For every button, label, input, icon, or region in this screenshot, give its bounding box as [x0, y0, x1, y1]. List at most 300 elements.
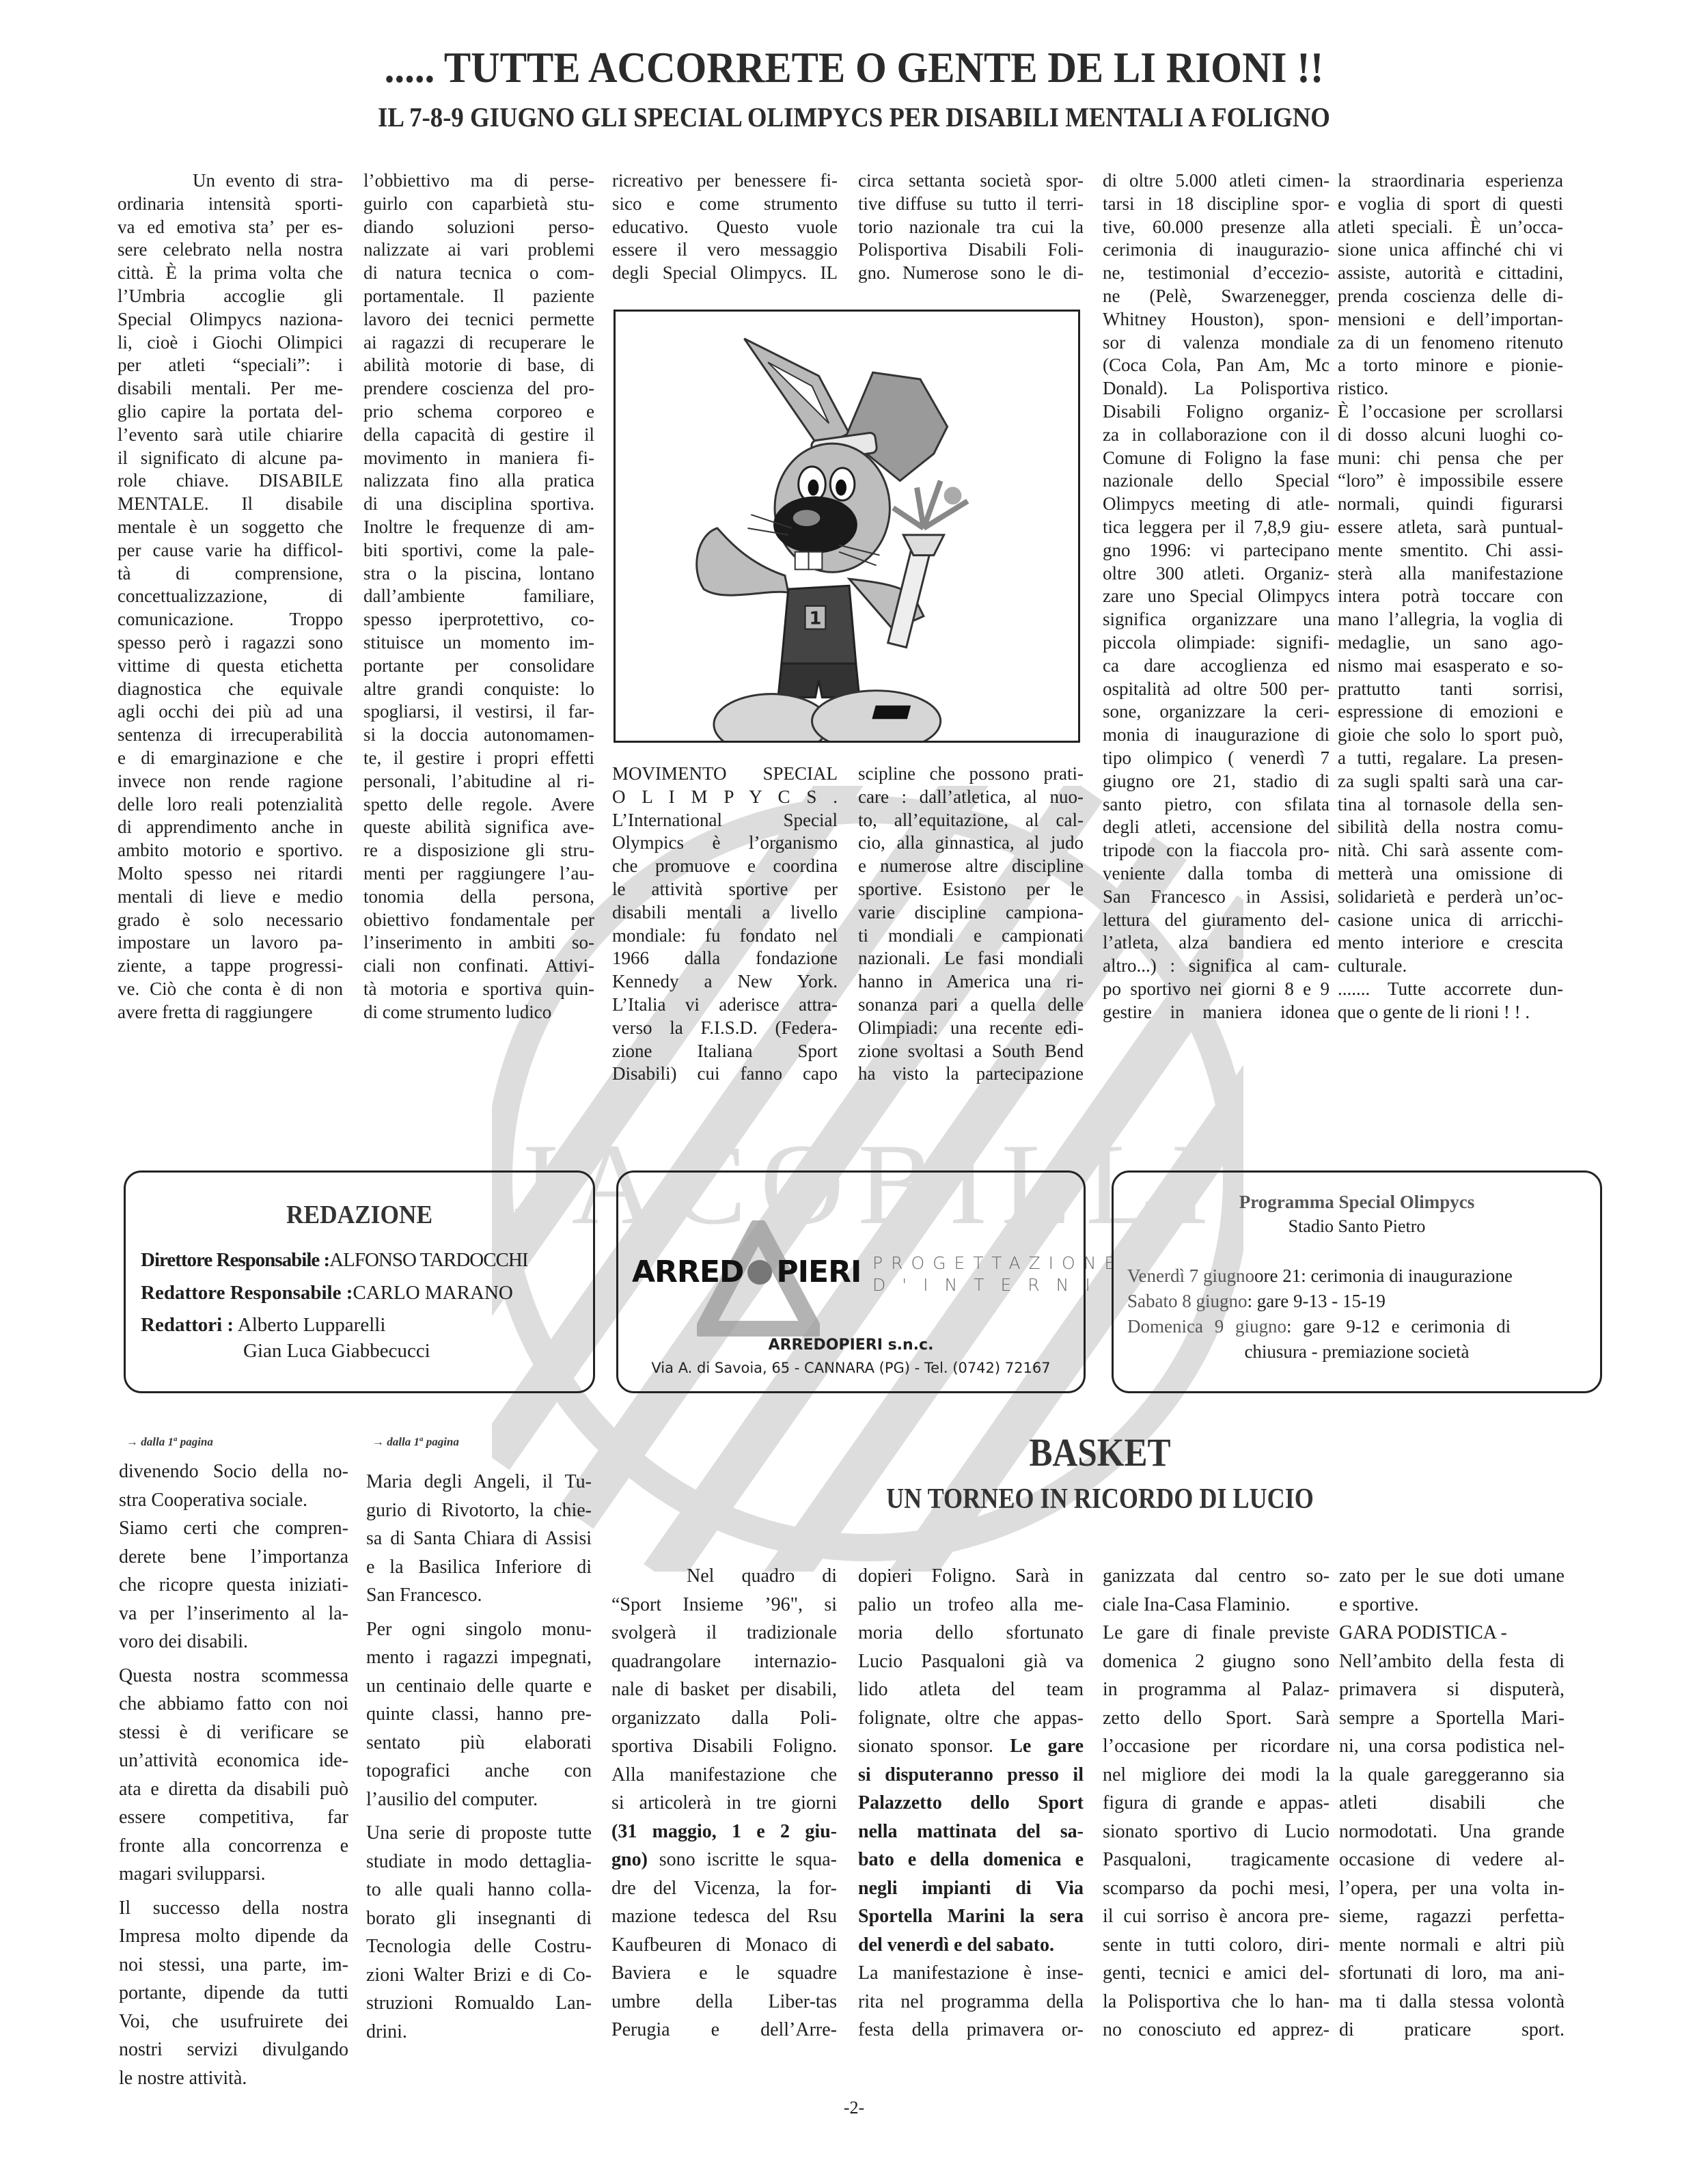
programma-item-1	[1127, 1265, 1513, 1287]
text-line: essere atleta, sarà puntual-	[1338, 516, 1563, 537]
text-line: disabili mentali a livello	[612, 901, 838, 922]
text-run: quadrangolare internazio-	[611, 1650, 837, 1672]
text-run: gno)	[611, 1849, 648, 1870]
text-line: l’occasione per ricordare	[1103, 1736, 1330, 1757]
text-line: nostri servizi divulgando	[119, 2039, 348, 2060]
text-line: veniente dalla tomba di	[1103, 862, 1330, 884]
text-line: nismo mai esasperato e so-	[1338, 655, 1563, 676]
programma-item-2	[1127, 1291, 1386, 1312]
text-line	[858, 1846, 1084, 1874]
text-run: umbre della Liber-tas	[611, 1990, 837, 2012]
text-line: essere competitiva, far	[119, 1807, 348, 1828]
jersey-number: 1	[809, 608, 822, 629]
text-line: sfortunati di loro, ma ani-	[1339, 1962, 1565, 1984]
text-line: Olimpycs meeting di atle-	[1103, 493, 1330, 515]
text-line: il significato di alcune pa-	[118, 447, 343, 468]
text-line: degli atleti, accensione del	[1103, 817, 1330, 838]
text-line: sonanza pari a quella delle	[858, 994, 1084, 1015]
text-line: spetto delle regole. Avere	[363, 793, 594, 814]
text-line: sione unica affinché chi vi	[1338, 239, 1563, 260]
paragraph-gap	[366, 1610, 592, 1615]
text-line: ambito motorio e sportivo.	[118, 840, 343, 861]
text-line: ospitalità ad oltre 500 per-	[1103, 678, 1330, 699]
text-line	[611, 1675, 837, 1704]
text-run: si articolerà in tre giorni	[611, 1792, 837, 1813]
text-line: nalizzata fino alla pratica	[363, 470, 594, 491]
continued-column-2	[366, 1468, 592, 2046]
text-line	[611, 1732, 837, 1761]
text-line: borato gli insegnanti di	[366, 1907, 592, 1929]
text-line: impostare un lavoro pa-	[118, 932, 343, 953]
text-line: di una disciplina sportiva.	[363, 493, 594, 515]
text-line: Il successo della nostra	[119, 1897, 348, 1919]
main-subheadline: IL 7-8-9 GIUGNO GLI SPECIAL OLIMPYCS PER DISABILI MENTALI A FOLIGNO	[378, 102, 1330, 133]
text-line: ve. Ciò che conta è di non	[118, 978, 343, 999]
text-line: za in collaborazione con il	[1103, 424, 1330, 445]
text-line: movimento in maniera fi-	[363, 447, 594, 468]
text-line	[611, 1874, 837, 1903]
text-line: va per l’inserimento al la-	[119, 1602, 348, 1624]
rabbit-mascot-illustration	[616, 312, 1078, 741]
paragraph-gap	[366, 1813, 592, 1819]
text-line: prendere coscienza del pro-	[363, 378, 594, 399]
text-line: per cause varie ha difficol-	[118, 539, 343, 560]
article-column-3-top	[612, 169, 838, 285]
text-line: città. È la prima volta che	[118, 262, 343, 284]
text-line	[611, 1761, 837, 1790]
text-line: casione unica di arricchi-	[1338, 909, 1563, 930]
text-line: te, il gestire i propri effetti	[363, 747, 594, 768]
text-line: tive diffuse su tutto il terri-	[858, 193, 1084, 214]
logo-text-left: ARRED	[632, 1255, 744, 1289]
text-line	[858, 1732, 1084, 1761]
article-column-4-top	[858, 169, 1084, 285]
text-run: Kaufbeuren di Monaco di	[611, 1934, 837, 1956]
text-line: Questa nostra scommessa	[119, 1665, 348, 1686]
text-run: sportiva Disabili Foligno.	[611, 1736, 837, 1757]
redattori-extra: Gian Luca Giabbecucci	[243, 1340, 430, 1362]
advert-box	[616, 1170, 1124, 1393]
text-line	[858, 1874, 1084, 1903]
text-line: hanno in America una ri-	[858, 971, 1084, 992]
programma-text-3: : gare 9-12 e cerimonia di	[1286, 1316, 1511, 1337]
text-line: sentenza di irrecuperabilità	[118, 724, 343, 745]
text-line: drini.	[366, 2021, 407, 2042]
text-line: tina al tornasole della sen-	[1338, 793, 1563, 814]
text-line: MENTALE. Il disabile	[118, 493, 343, 515]
text-line: l’inserimento in ambiti so-	[363, 932, 594, 953]
text-line: ni, una corsa podistica nel-	[1339, 1736, 1565, 1757]
text-line: metterà una omissione di	[1338, 862, 1563, 884]
text-line: spesso iperprotettivo, co-	[363, 609, 594, 630]
text-line: mento i ragazzi impegnati,	[366, 1647, 592, 1668]
text-line: scomparso da pochi mesi,	[1103, 1877, 1330, 1899]
text-run: rita nel programma della	[858, 1990, 1084, 2012]
text-line: Tecnologia delle Costru-	[366, 1936, 592, 1957]
text-line: culturale.	[1338, 955, 1407, 976]
text-line	[858, 1675, 1084, 1704]
text-line: ata e diretta da disabili può	[119, 1778, 348, 1800]
text-line: (Coca Cola, Pan Am, Mc	[1103, 355, 1330, 376]
basket-subtitle: UN TORNEO IN RICORDO DI LUCIO	[886, 1483, 1314, 1515]
text-line: derete bene l’importanza	[119, 1546, 348, 1567]
text-line: tive, 60.000 presenze alla	[1103, 216, 1330, 237]
text-line: biti sportivi, come la pale-	[363, 539, 594, 560]
text-line: e di emarginazione e che	[118, 747, 343, 768]
text-line: ne, testimonial d’eccezio-	[1103, 262, 1330, 284]
text-line: dall’ambiente familiare,	[363, 586, 594, 607]
text-run: nale di basket per disabili,	[611, 1679, 837, 1700]
text-line: mentali di lieve e medio	[118, 886, 343, 907]
text-run: dre del Vicenza, la for-	[611, 1877, 837, 1899]
text-run: palio un trofeo alla me-	[858, 1593, 1084, 1615]
text-line: Disabili Foligno organiz-	[1103, 400, 1330, 422]
text-line: li, cioè i Giochi Olimpici	[118, 331, 343, 353]
text-line: personali, l’abitudine al ri-	[363, 770, 594, 791]
text-line: normali, quindi figurarsi	[1338, 493, 1563, 515]
text-line: che promuove e coordina	[612, 855, 838, 877]
text-line: Whitney Houston), spon-	[1103, 308, 1330, 329]
text-line: di dosso alcuni luoghi co-	[1338, 424, 1563, 445]
text-line	[858, 1591, 1084, 1619]
basket-title: BASKET	[1029, 1430, 1171, 1475]
text-line: degli Special Olimpycs. IL	[612, 262, 838, 284]
text-line: portamentale. Il paziente	[363, 285, 594, 306]
text-line: gurio di Rivotorto, la chie-	[366, 1499, 592, 1521]
text-line: L’Italia vi aderisce attra-	[612, 994, 838, 1015]
advert-logo	[632, 1255, 861, 1289]
text-run: sionato sponsor.	[858, 1736, 993, 1757]
continued-kicker-1	[126, 1435, 213, 1449]
paragraph-gap	[119, 1656, 348, 1662]
text-line: 1966 dalla fondazione	[612, 948, 838, 969]
text-line	[858, 1562, 1084, 1591]
text-line: mano l’allegria, la voglia di	[1338, 609, 1563, 630]
text-line: zione Italiana Sport	[612, 1040, 838, 1061]
article-column-1	[118, 169, 343, 1024]
text-line: mento interiore e crescita	[1338, 932, 1563, 953]
direttore-row	[141, 1249, 528, 1272]
text-line: intera potrà toccare con	[1338, 586, 1563, 607]
text-line: to, all’equitazione, al cal-	[858, 809, 1084, 830]
redattori-label: Redattori :	[141, 1314, 234, 1336]
text-line: domenica 2 giugno sono	[1103, 1650, 1330, 1672]
text-line: Pasqualoni, tragicamente	[1103, 1849, 1330, 1870]
redattore-label: Redattore Responsabile :	[141, 1282, 353, 1304]
text-line: spogliarsi, il vestirsi, il far-	[363, 701, 594, 722]
text-line: gestire in maniera idonea	[1103, 1001, 1330, 1022]
text-run: sono iscritte le squa-	[647, 1849, 837, 1870]
kicker-sup: a	[173, 1435, 178, 1443]
text-run: bato e della domenica e	[858, 1849, 1084, 1870]
kicker-tail: pagina	[423, 1435, 459, 1449]
text-run: svolgerà il tradizionale	[611, 1622, 837, 1643]
text-line: GARA PODISTICA -	[1339, 1622, 1507, 1643]
text-line: santo pietro, con sfilata	[1103, 793, 1330, 814]
text-line: portante, dipende da tutti	[119, 1982, 348, 2003]
text-line: disabili mentali. Per me-	[118, 378, 343, 399]
text-line: nazionali. Le fasi mondiali	[858, 948, 1084, 969]
text-line: queste abilità significa ave-	[363, 817, 594, 838]
text-line: za sugli spalti sarà una car-	[1338, 770, 1563, 791]
text-line: lavoro dei tecnici permette	[363, 308, 594, 329]
text-line: che abbiamo fatto con noi	[119, 1693, 348, 1714]
text-run: lido atleta del team	[858, 1679, 1084, 1700]
text-line: Polisportiva Disabili Foli-	[858, 239, 1084, 260]
text-line: primavera si disputerà,	[1339, 1679, 1565, 1700]
text-line: agli occhi dei più ad una	[118, 701, 343, 722]
text-run: Alla manifestazione che	[611, 1764, 837, 1785]
text-line: il cui sorriso è ancora pre-	[1103, 1906, 1330, 1927]
text-line: È l’occasione per scrollarsi	[1338, 400, 1563, 422]
text-line: prenda coscienza delle di-	[1338, 285, 1563, 306]
text-line	[611, 1846, 837, 1874]
text-line: sterà alla manifestazione	[1338, 562, 1563, 584]
text-line	[611, 1619, 837, 1647]
advert-company: ARREDOPIERI s.n.c.	[768, 1337, 934, 1354]
redazione-heading: REDAZIONE	[286, 1201, 433, 1229]
text-line: studiate in modo dettaglia-	[366, 1850, 592, 1872]
text-line: monia di inaugurazione di	[1103, 724, 1330, 745]
text-line: zione svoltasi a South Bend	[858, 1040, 1084, 1061]
text-line: della capacità di gestire il	[363, 424, 594, 445]
continued-column-1	[119, 1457, 348, 2092]
text-line: guirlo con caparbietà stu-	[363, 193, 594, 214]
text-line: l’evento sarà utile chiarire	[118, 424, 343, 445]
text-line: ti mondiali e campionati	[858, 925, 1084, 946]
text-line: stessi è di verificare se	[119, 1721, 348, 1743]
text-line: Le gare di finale previste	[1103, 1622, 1330, 1643]
article-column-5	[1103, 169, 1330, 1024]
text-line	[858, 1789, 1084, 1818]
text-line: mondiale: fu fondato nel	[612, 925, 838, 946]
text-line: lettura del giuramento del-	[1103, 909, 1330, 930]
text-line: le nostre attività.	[119, 2067, 247, 2089]
text-line: la Polisportiva che lo han-	[1103, 1990, 1330, 2012]
text-run: “Sport Insieme ’96", si	[611, 1593, 837, 1615]
text-line: assiste, autorità e cittadini,	[1338, 262, 1563, 284]
text-run: negli impianti di Via	[858, 1877, 1084, 1899]
text-line: l’opera, per una volta in-	[1339, 1877, 1565, 1899]
text-line: struzioni Romualdo Lan-	[366, 1992, 592, 2014]
text-line: l’Umbria accoglie gli	[118, 285, 343, 306]
text-run: organizzato dalla Poli-	[611, 1707, 837, 1729]
text-line: prio schema corporeo e	[363, 400, 594, 422]
text-line: vittime di questa etichetta	[118, 655, 343, 676]
text-line: ....... Tutte accorrete dun-	[1338, 978, 1563, 999]
text-line: Special Olimpycs naziona-	[118, 308, 343, 329]
text-line	[858, 2016, 1084, 2044]
text-line: normodotati. Una grande	[1339, 1820, 1565, 1842]
arrow-right-icon: →	[126, 1435, 138, 1449]
text-line: portante per consolidare	[363, 655, 594, 676]
text-line: MOVIMENTO SPECIAL	[612, 763, 838, 784]
text-line: ganizzata dal centro so-	[1103, 1565, 1330, 1587]
redattore-row	[141, 1282, 513, 1304]
main-headline: ..... TUTTE ACCORRETE O GENTE DE LI RIONI !!	[384, 43, 1324, 92]
text-line: role chiave. DISABILE	[118, 470, 343, 491]
programma-heading: Programma Special Olimpycs	[1239, 1192, 1475, 1212]
text-line: un’attività economica ide-	[119, 1750, 348, 1771]
text-line: va ed emotiva sta’ per es-	[118, 216, 343, 237]
direttore-label: Direttore Responsabile :	[141, 1249, 330, 1271]
text-line: topografici anche con	[366, 1760, 592, 1781]
text-line: cerimonia di inaugurazio-	[1103, 239, 1330, 260]
text-line: l’ausilio del computer.	[366, 1788, 538, 1810]
basket-column-3	[1103, 1562, 1330, 2044]
text-line: ai ragazzi di recuperare le	[363, 331, 594, 353]
text-run: Sportella Marini la sera	[858, 1906, 1084, 1927]
text-line: spesso però i ragazzi sono	[118, 631, 343, 653]
text-line	[611, 1959, 837, 1988]
text-line: zioni Walter Brizi e di Co-	[366, 1964, 592, 1986]
text-line: a torto minore e pionie-	[1338, 355, 1563, 376]
text-line: di natura tecnica o com-	[363, 262, 594, 284]
text-line: gioie che solo lo sport può,	[1338, 724, 1563, 745]
text-line: fronte alla concorrenza e	[119, 1835, 348, 1857]
text-line: ristico.	[1338, 378, 1389, 399]
text-line: avere fretta di raggiungere	[118, 1001, 313, 1022]
redattore-value: CARLO MARANO	[353, 1282, 513, 1304]
redazione-box	[124, 1170, 595, 1393]
text-line	[858, 1988, 1084, 2016]
text-run: moria dello sfortunato	[858, 1622, 1084, 1643]
text-line: invece non rende ragione	[118, 770, 343, 791]
text-line: essere il vero messaggio	[612, 239, 838, 260]
text-line: tipo olimpico ( venerdì 7	[1103, 747, 1330, 768]
text-line: Siamo certi che compren-	[119, 1518, 348, 1539]
text-line: sentato più elaborati	[366, 1731, 592, 1753]
text-line: delle loro reali potenzialità	[118, 793, 343, 814]
text-line: po sportivo nei giorni 8 e 9	[1103, 978, 1330, 999]
text-line: la straordinaria esperienza	[1338, 170, 1563, 191]
text-line: espressione di emozioni e	[1338, 701, 1563, 722]
text-line: care : dall’atletica, al nuo-	[858, 786, 1084, 807]
text-line	[611, 2016, 837, 2044]
text-line: gno. Numerose sono le di-	[858, 262, 1084, 284]
text-line: nità. Chi sarà assente com-	[1338, 840, 1563, 861]
text-line: Un evento di stra-	[193, 170, 343, 191]
article-column-3-bottom	[612, 763, 838, 1086]
text-line: ca dare accoglienza ed	[1103, 655, 1330, 676]
text-line: gno 1996: vi partecipano	[1103, 539, 1330, 560]
text-line	[858, 1931, 1084, 1960]
text-line	[611, 1902, 837, 1931]
text-run: Lucio Pasqualoni già va	[858, 1650, 1084, 1672]
text-run: Nel quadro di	[687, 1565, 837, 1587]
text-line	[858, 1902, 1084, 1931]
text-line: sempre a Sportella Mari-	[1339, 1707, 1565, 1729]
text-line: scipline che possono prati-	[858, 763, 1084, 784]
article-column-4-bottom	[858, 763, 1084, 1086]
text-line: ricreativo per benessere fi-	[612, 170, 838, 191]
text-line: verso la F.I.S.D. (Federa-	[612, 1017, 838, 1038]
text-line: tarsi in 18 discipline spor-	[1103, 193, 1330, 214]
text-line: e sportive.	[1339, 1593, 1419, 1615]
text-run: Le gare	[993, 1736, 1084, 1757]
text-line: ma ti dalla stessa volontà	[1339, 1990, 1565, 2012]
article-column-6	[1338, 169, 1563, 1024]
text-line: circa settanta società spor-	[858, 170, 1084, 191]
text-line	[611, 1988, 837, 2016]
text-line: Impresa molto dipende da	[119, 1926, 348, 1947]
text-line: sibilità della nostra comu-	[1338, 817, 1563, 838]
text-line: zetto dello Sport. Sarà	[1103, 1707, 1330, 1729]
text-line: a tutti, regalare. La presen-	[1338, 747, 1563, 768]
text-line	[611, 1818, 837, 1846]
programma-last-line: chiusura - premiazione società	[1244, 1341, 1470, 1362]
logo-text-right: PIERI	[776, 1255, 862, 1289]
text-line: l’atleta, alza bandiera ed	[1103, 932, 1330, 953]
text-run: nella mattinata del sa-	[858, 1820, 1084, 1842]
text-line	[611, 1704, 837, 1733]
basket-column-1	[611, 1562, 837, 2044]
redattori-value: Alberto Lupparelli	[237, 1314, 386, 1336]
text-line: in programma al Palaz-	[1103, 1679, 1330, 1700]
text-line: figura di grande e appas-	[1103, 1792, 1330, 1813]
text-line: varie discipline campiona-	[858, 901, 1084, 922]
text-line: voro dei disabili.	[119, 1631, 248, 1652]
text-line: noi stessi, una parte, im-	[119, 1954, 348, 1975]
text-line: nalizzate ai vari problemi	[363, 239, 594, 260]
text-run: del venerdì e del sabato.	[858, 1934, 1054, 1956]
page-number: -2-	[843, 2098, 865, 2118]
text-line	[858, 1959, 1084, 1988]
text-line: Disabili) cui fanno capo	[612, 1063, 838, 1084]
article-column-2	[363, 169, 594, 1024]
text-line: glio capire la portata del-	[118, 400, 343, 422]
programma-day-3: Domenica 9 giugno	[1127, 1316, 1286, 1337]
text-line: torio nazionale tra cui la	[858, 216, 1084, 237]
text-line: Comune di Foligno la fase	[1103, 447, 1330, 468]
programma-text-1: ore 21: cerimonia di inaugurazione	[1254, 1265, 1513, 1286]
text-line: concettualizzazione, di	[118, 586, 343, 607]
text-line: Molto spesso nei ritardi	[118, 862, 343, 884]
advert-tagline-1: PROGETTAZIONE	[872, 1253, 1124, 1273]
text-line: altre grandi conquiste: lo	[363, 678, 594, 699]
text-line: ha visto la partecipazione	[858, 1063, 1084, 1084]
text-line: mentale è un soggetto che	[118, 516, 343, 537]
text-line: Voi, che usufruirete dei	[119, 2010, 348, 2032]
text-line: sa di Santa Chiara di Assisi	[366, 1528, 592, 1549]
text-line	[611, 1591, 837, 1619]
direttore-value: ALFONSO TARDOCCHI	[329, 1249, 528, 1271]
text-line: di apprendimento anche in	[118, 817, 343, 838]
text-line: San Francesco.	[366, 1585, 482, 1606]
text-line: divenendo Socio della no-	[119, 1461, 348, 1482]
text-line: re a disposizione gli stru-	[363, 840, 594, 861]
text-line: stituisce un momento im-	[363, 631, 594, 653]
text-line: per atleti “speciali”: i	[118, 355, 343, 376]
watermark-text: JACOBILLI	[512, 1120, 1223, 1248]
text-line: ziente, a tappe progressi-	[118, 955, 343, 976]
text-line: “loro” è impossibile essere	[1338, 470, 1563, 491]
text-line: medaglie, un sano ago-	[1338, 631, 1563, 653]
programma-day-2: Sabato 8 giugno	[1127, 1291, 1248, 1311]
text-line: to alle quali hanno colla-	[366, 1879, 592, 1900]
text-line: giugno ore 21, stadio di	[1103, 770, 1330, 791]
text-line: ordinaria intensità sporti-	[118, 193, 343, 214]
text-line: Donald). La Polisportiva	[1103, 378, 1330, 399]
text-run: dopieri Foligno. Sarà in	[858, 1565, 1084, 1587]
text-line: Kennedy a New York.	[612, 971, 838, 992]
text-line: za di un fenomeno ritenuto	[1338, 331, 1563, 353]
text-line: di come strumento ludico	[363, 1001, 552, 1022]
text-line: mente smentito. Chi assi-	[1338, 539, 1563, 560]
kicker-text: dalla 1	[387, 1435, 419, 1449]
text-line: menti per raggiungere l’au-	[363, 862, 594, 884]
basket-column-4	[1339, 1562, 1565, 2044]
